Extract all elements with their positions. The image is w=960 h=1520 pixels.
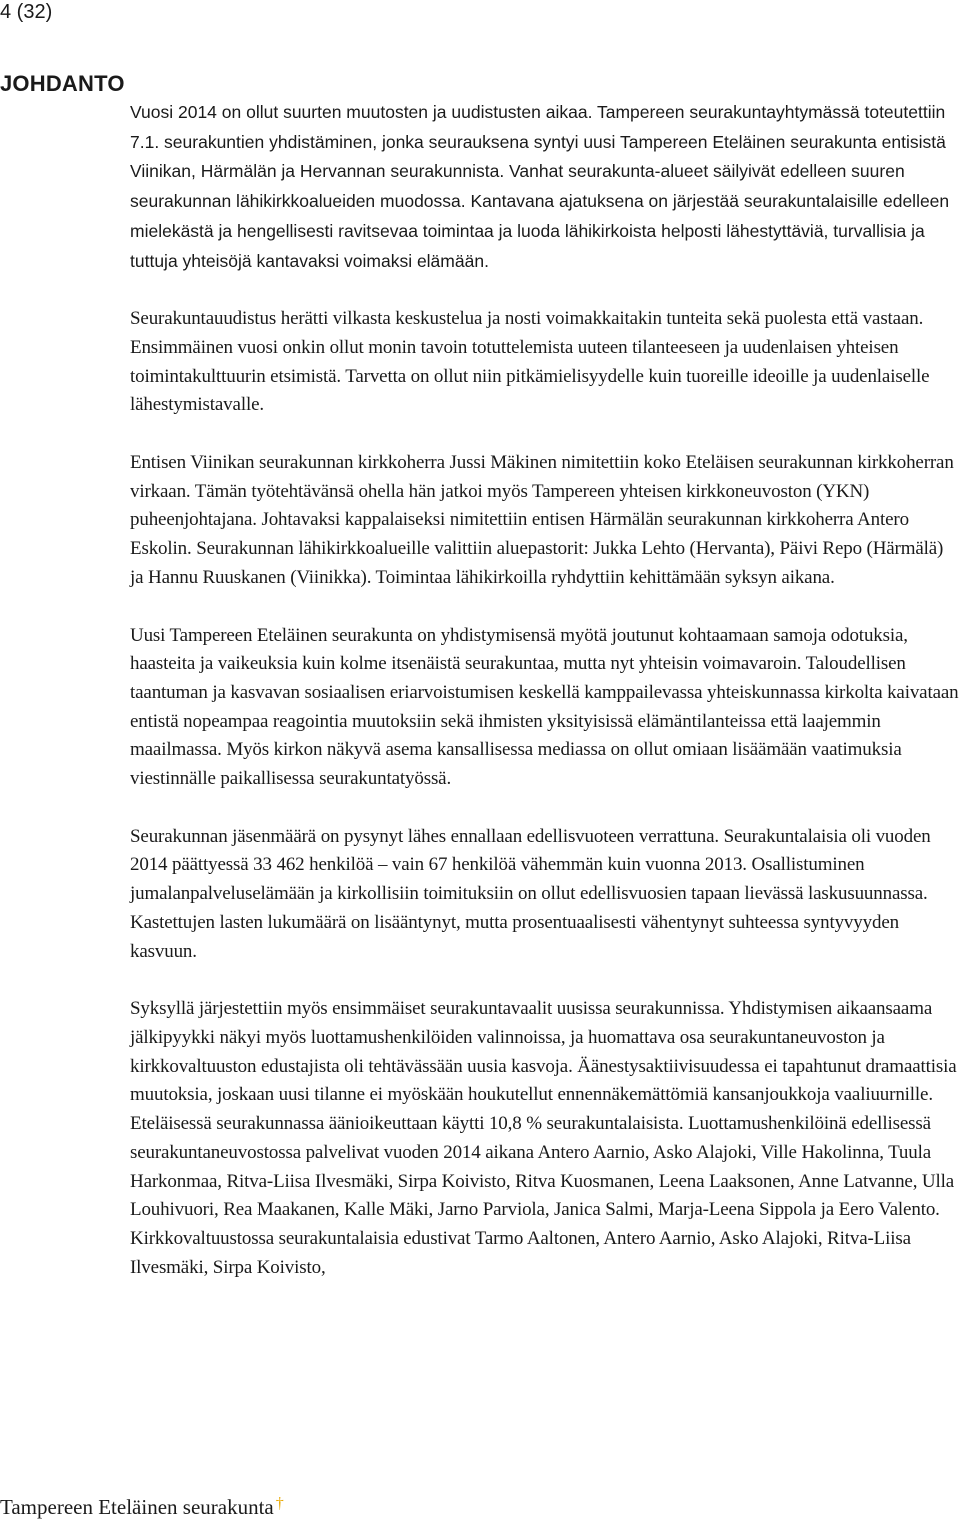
section-heading: JOHDANTO — [0, 71, 125, 96]
body-content — [130, 98, 960, 1311]
paragraph-reform-discussion: Seurakuntauudistus herätti vilkasta keskustelua ja nosti voimakkaitakin tunteita sekä puolesta että vastaan. Ensimmäinen vuosi onkin ollut monin tavoin totuttelemista uuteen tilanteeseen ja uudenlaisen yhteisen toimintakulttuurin etsimistä. Tarvetta on ollut niin pitkämielisyydelle kuin tuoreille ideoille ja uudenlaiselle lähestymistavalle. — [130, 308, 930, 416]
paragraph-intro — [130, 98, 960, 276]
paragraph-intro-text: Vuosi 2014 on ollut suurten muutosten ja uudistusten aikaa. Tampereen seurakuntayhtymässä toteutettiin 7.1. seurakuntien yhdistäminen, jonka seurauksena syntyi uusi Tampereen Eteläinen seurakunta entisistä Viinikan, Härmälän ja Hervannan seurakunnista. Vanhat seurakunta-alueet säilyivät edelleen suuren seurakunnan lähikirkkoalueiden muodossa. Kantavana ajatuksena on järjestää seurakuntalaisille edelleen mielekästä ja hengellisesti ravitsevaa toimintaa ja luoda lähikirkoista helposti lähestyttäviä, turvallisia ja tuttuja yhteisöjä kantavaksi voimaksi elämään. — [130, 102, 950, 271]
footer-organization-name: Tampereen Eteläinen seurakunta — [0, 1495, 274, 1519]
cross-icon: † — [275, 1495, 284, 1512]
footer-organization — [0, 1489, 284, 1520]
paragraph-appointments: Entisen Viinikan seurakunnan kirkkoherra Jussi Mäkinen nimitettiin koko Eteläisen seurakunnan kirkkoherran virkaan. Tämän työtehtävänsä ohella hän jatkoi myös Tampereen yhteisen kirkkoneuvoston (YKN) puheenjohtajana. Johtavaksi kappalaiseksi nimitettiin entisen Härmälän seurakunnan kirkkoherra Antero Eskolin. Seurakunnan lähikirkkoalueille valittiin aluepastorit: Jukka Lehto (Hervanta), Päivi Repo (Härmälä) ja Hannu Ruuskanen (Viinikka). Toimintaa lähikirkoilla ryhdyttiin kehittämään syksyn aikana. — [130, 452, 954, 588]
paragraph-membership: Seurakunnan jäsenmäärä on pysynyt lähes ennallaan edellisvuoteen verrattuna. Seurakuntalaisia oli vuoden 2014 päättyessä 33 462 henkilöä – vain 67 henkilöä vähemmän kuin vuonna 2013. Osallistuminen jumalanpalveluselämään ja kirkollisiin toimituksiin on ollut edellisvuosien tapaan lievässä laskusuunnassa. Kastettujen lasten lukumäärä on lisääntynyt, mutta prosentuaalisesti vähentynyt suhteessa syntyvyyden kasvuun. — [130, 825, 931, 962]
paragraph-challenges: Uusi Tampereen Eteläinen seurakunta on yhdistymisensä myötä joutunut kohtaamaan samoja odotuksia, haasteita ja vaikeuksia kuin kolme itsenäistä seurakuntaa, mutta nyt yhteisin voimavaroin. Taloudellisen taantuman ja kasvavan sosiaalisen eriarvoistumisen keskellä kamppailevassa yhteiskunnassa kirkolta kaivataan entistä nopeampaa reagointia muutoksiin sekä ihmisten yksityisissä elämäntilanteissa että laajemmin maailmassa. Myös kirkon näkyvä asema kansallisessa mediassa on ollut omiaan lisäämään vaatimuksia viestinnälle paikallisessa seurakuntatyössä. — [130, 624, 959, 790]
paragraph-elections: Syksyllä järjestettiin myös ensimmäiset seurakuntavaalit uusissa seurakunnissa. Yhdistymisen aikaansaama jälkipyykki näkyi myös luottamushenkilöiden valinnoissa, ja huomattava osa seurakuntaneuvoston ja kirkkovaltuuston edustajista oli tehtävässään uusia kasvoja. Äänestysaktiivisuudessa ei tapahtunut dramaattisia muutoksia, joskaan uusi tilanne ei myöskään houkutellut ennennäkemättömiä kansanjoukkoja vaaliuurnille. Eteläisessä seurakunnassa äänioikeuttaan käytti 10,8 % seurakuntalaisista. Luottamushenkilöinä edellisessä seurakuntaneuvostossa palvelivat vuoden 2014 aikana Antero Aarnio, Asko Alajoki, Ville Hakolinna, Tuula Harkonmaa, Ritva-Liisa Ilvesmäki, Sirpa Koivisto, Ritva Kuosmanen, Leena Laaksonen, Anne Latvanne, Ulla Louhivuori, Rea Maakanen, Kalle Mäki, Jarno Parviola, Janica Salmi, Marja-Leena Sippola ja Eero Valento. Kirkkovaltuustossa seurakuntalaisia edustivat Tarmo Aaltonen, Antero Aarnio, Asko Alajoki, Ritva-Liisa Ilvesmäki, Sirpa Koivisto, — [130, 998, 957, 1278]
page-number: 4 (32) — [0, 1, 53, 23]
